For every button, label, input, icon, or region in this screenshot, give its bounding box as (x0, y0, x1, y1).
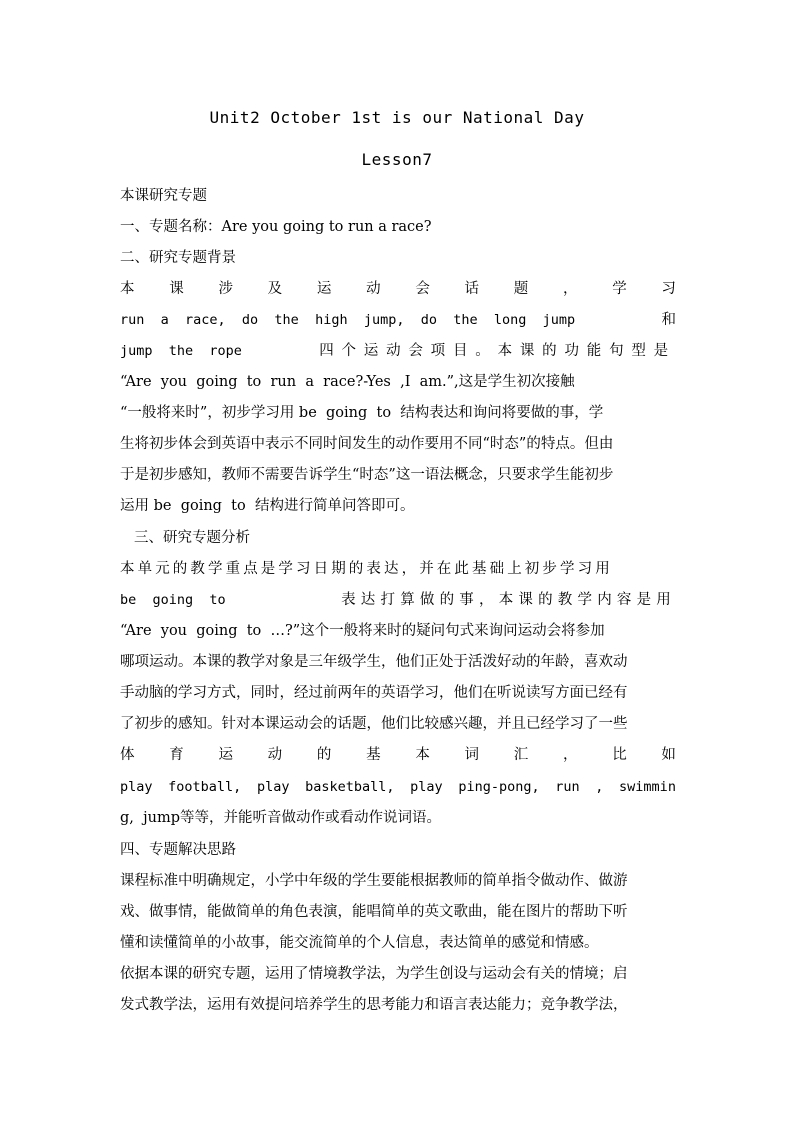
topic-heading: 本课研究专题 (120, 188, 207, 204)
analysis-line-2: be going to 表达打算做的事，本课的教学内容是用 (120, 592, 676, 608)
solution-line-1: 课程标准中明确规定，小学中年级的学生要能根据教师的简单指令做动作、做游 (120, 873, 628, 889)
solution-line-2: 戏、做事情，能做简单的角色表演，能唱简单的英文歌曲，能在图片的帮助下听 (120, 904, 628, 920)
section-background-heading: 二、研究专题背景 (120, 250, 236, 266)
background-line-8: 运用 be going to 结构进行简单问答即可。 (120, 498, 415, 514)
lesson-subtitle: Lesson7 (361, 150, 433, 169)
analysis-line-9: g, jump等等，并能听音做动作或看动作说词语。 (120, 810, 441, 826)
section-topic-name: 一、专题名称：Are you going to run a race? (120, 219, 432, 235)
solution-line-4: 依据本课的研究专题，运用了情境教学法，为学生创设与运动会有关的情境；启 (120, 966, 628, 982)
background-line-5: “一般将来时”，初步学习用 be going to 结构表达和询问将要做的事，学 (120, 405, 604, 421)
solution-line-5: 发式教学法，运用有效提问培养学生的思考能力和语言表达能力；竞争教学法， (120, 997, 628, 1013)
background-line-1: 本 课 涉 及 运 动 会 话 题 ， 学 习 (120, 281, 676, 297)
background-line-4: “Are you going to run a race?-Yes ,I am.”,这是学生初次接触 (120, 374, 575, 390)
analysis-line-7: 体 育 运 动 的 基 本 词 汇 ， 比 如 (120, 747, 676, 763)
background-line-2: run a race, do the high jump, do the long jump 和 (120, 312, 676, 328)
document-title: Unit2 October 1st is our National Day (209, 108, 585, 127)
analysis-line-3: “Are you going to …?”这个一般将来时的疑问句式来询问运动会将参加 (120, 623, 605, 639)
background-line-6: 生将初步体会到英语中表示不同时间发生的动作要用不同“时态”的特点。但由 (120, 436, 614, 452)
analysis-line-4: 哪项运动。本课的教学对象是三年级学生，他们正处于活泼好动的年龄，喜欢动 (120, 654, 628, 670)
section-analysis-heading: 三、研究专题分析 (134, 530, 250, 546)
analysis-line-5: 手动脑的学习方式，同时，经过前两年的英语学习，他们在听说读写方面已经有 (120, 685, 628, 701)
solution-line-3: 懂和读懂简单的小故事，能交流简单的个人信息，表达简单的感觉和情感。 (120, 935, 599, 951)
analysis-line-6: 了初步的感知。针对本课运动会的话题，他们比较感兴趣，并且已经学习了一些 (120, 716, 628, 732)
analysis-line-8: play football, play basketball, play ping-pong, run , swimmin (120, 779, 676, 795)
section-solution-heading: 四、专题解决思路 (120, 842, 236, 858)
background-line-3: jump the rope 四个运动会项目。本课的功能句型是 (120, 343, 676, 359)
background-line-7: 于是初步感知，教师不需要告诉学生“时态”这一语法概念，只要求学生能初步 (120, 467, 614, 483)
analysis-line-1: 本单元的教学重点是学习日期的表达，并在此基础上初步学习用 (120, 561, 613, 577)
